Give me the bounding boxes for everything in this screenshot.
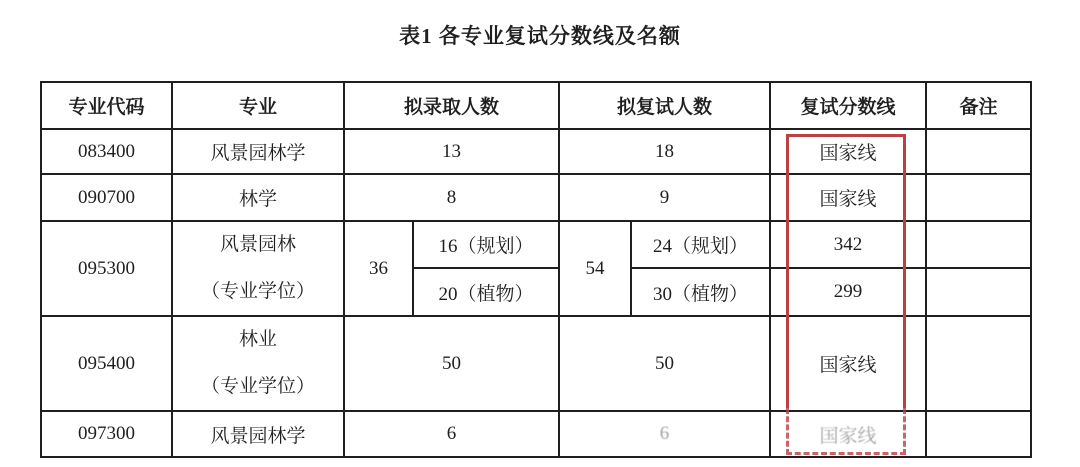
retest-total-cell: 54 [559,221,631,316]
table-row-097300 [41,411,1031,457]
admit-count-cell: 8 [344,174,559,221]
header-admit-count: 拟录取人数 [344,82,559,129]
major-name-cell [172,316,344,411]
admit-count-cell: 6 [344,411,559,457]
major-name-cell: 风景园林学 [172,411,344,457]
admit-count-cell: 13 [344,129,559,174]
table-row-083400 [41,129,1031,174]
major-code-cell: 090700 [41,174,172,221]
table-row-090700 [41,174,1031,221]
remark-cell [926,316,1031,411]
retest-planning-cell: 24（规划） [631,221,770,268]
header-remark: 备注 [926,82,1031,129]
score-line-cell: 国家线 [770,316,926,411]
remark-cell [926,221,1031,268]
major-code-cell: 095300 [41,221,172,316]
major-name-line2: （专业学位） [200,280,315,302]
score-line-cell: 国家线 [770,174,926,221]
header-major-code: 专业代码 [41,82,172,129]
major-name-line1: 风景园林 [219,234,296,255]
admit-planning-cell: 16（规划） [413,221,559,268]
table-row-095400 [41,316,1031,411]
major-name-cell: 林学 [172,174,344,221]
major-code-cell: 095400 [41,316,172,411]
header-major: 专业 [172,82,344,129]
table-row-095300-planning [41,221,1031,268]
header-row [41,82,1031,129]
retest-count-cell: 18 [559,129,770,174]
header-score-line: 复试分数线 [770,82,926,129]
score-line-cell: 国家线 [770,411,926,457]
score-line-cell: 国家线 [770,129,926,174]
retest-botany-cell: 30（植物） [631,268,770,316]
score-line-cell: 299 [770,268,926,316]
header-retest-count: 拟复试人数 [559,82,770,129]
admit-botany-cell: 20（植物） [413,268,559,316]
score-line-cell: 342 [770,221,926,268]
table-title: 表1 各专业复试分数线及名额 [399,24,681,48]
major-code-cell: 097300 [41,411,172,457]
major-name-line1: 林业 [238,329,277,351]
score-line-table [40,81,1032,458]
major-name-line2: （专业学位） [200,375,315,397]
major-name-cell [172,221,344,316]
admit-count-cell: 50 [344,316,559,411]
major-name-cell: 风景园林学 [172,129,344,174]
admit-total-cell: 36 [344,221,413,316]
major-code-cell: 083400 [41,129,172,174]
retest-count-cell: 9 [559,174,770,221]
retest-count-cell: 50 [559,316,770,411]
remark-cell [926,129,1031,174]
remark-cell [926,174,1031,221]
remark-cell [926,268,1031,316]
remark-cell [926,411,1031,457]
retest-count-cell: 6 [559,411,770,457]
